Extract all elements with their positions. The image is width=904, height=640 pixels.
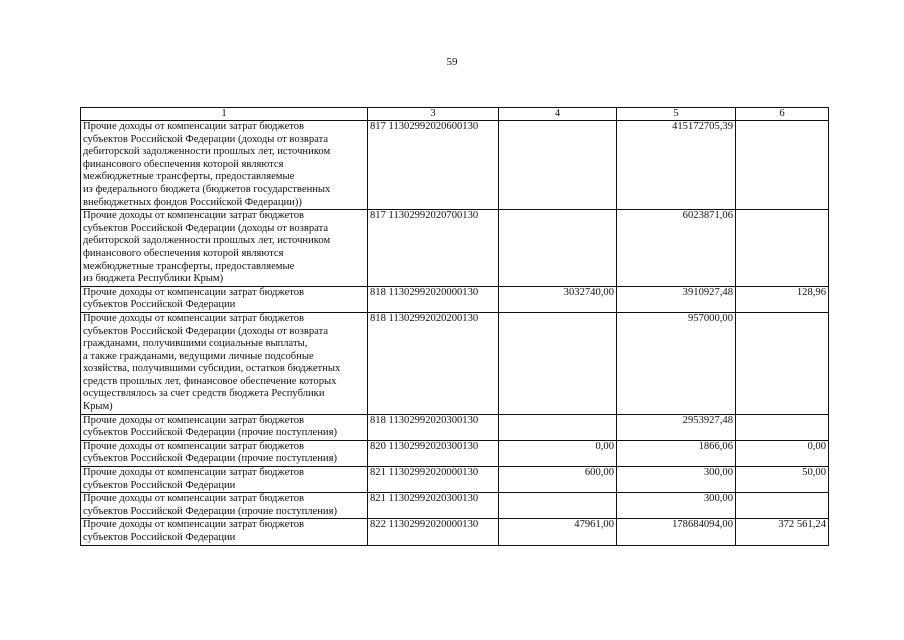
row-budget-code: 817 11302992020700130 bbox=[368, 210, 499, 287]
row-description: Прочие доходы от компенсации затрат бюджетов субъектов Российской Федерации bbox=[81, 519, 368, 545]
row-budget-code: 818 11302992020200130 bbox=[368, 312, 499, 414]
row-col-6-value bbox=[736, 493, 829, 519]
row-col-4-value bbox=[499, 493, 617, 519]
row-col-6-value: 128,96 bbox=[736, 286, 829, 312]
row-col-4-value: 3032740,00 bbox=[499, 286, 617, 312]
row-col-4-value: 0,00 bbox=[499, 440, 617, 466]
row-description: Прочие доходы от компенсации затрат бюджетов субъектов Российской Федерации bbox=[81, 286, 368, 312]
row-description: Прочие доходы от компенсации затрат бюджетов субъектов Российской Федерации (прочие поступления) bbox=[81, 414, 368, 440]
row-col-4-value bbox=[499, 121, 617, 210]
row-col-6-value bbox=[736, 312, 829, 414]
row-col-6-value: 0,00 bbox=[736, 440, 829, 466]
table-row bbox=[81, 210, 829, 287]
row-description: Прочие доходы от компенсации затрат бюджетов субъектов Российской Федерации (прочие поступления) bbox=[81, 440, 368, 466]
row-budget-code: 818 11302992020300130 bbox=[368, 414, 499, 440]
header-col-4: 4 bbox=[499, 108, 617, 121]
row-col-4-value: 47961,00 bbox=[499, 519, 617, 545]
table-row bbox=[81, 440, 829, 466]
table-row bbox=[81, 493, 829, 519]
row-col-5-value: 2953927,48 bbox=[617, 414, 736, 440]
table-row bbox=[81, 312, 829, 414]
row-col-4-value bbox=[499, 210, 617, 287]
row-col-6-value: 50,00 bbox=[736, 467, 829, 493]
header-col-6: 6 bbox=[736, 108, 829, 121]
row-col-5-value: 1866,06 bbox=[617, 440, 736, 466]
row-col-5-value: 6023871,06 bbox=[617, 210, 736, 287]
table-row bbox=[81, 467, 829, 493]
table-header-row bbox=[81, 108, 829, 121]
row-col-6-value bbox=[736, 121, 829, 210]
row-budget-code: 817 11302992020600130 bbox=[368, 121, 499, 210]
row-col-5-value: 178684094,00 bbox=[617, 519, 736, 545]
row-col-5-value: 300,00 bbox=[617, 493, 736, 519]
page-number: 59 bbox=[446, 56, 458, 68]
row-budget-code: 820 11302992020300130 bbox=[368, 440, 499, 466]
row-budget-code: 818 11302992020000130 bbox=[368, 286, 499, 312]
row-col-4-value bbox=[499, 414, 617, 440]
table-row bbox=[81, 286, 829, 312]
row-col-4-value bbox=[499, 312, 617, 414]
row-description: Прочие доходы от компенсации затрат бюджетов субъектов Российской Федерации (доходы от возврата дебиторской задолженности прошлых лет, источником финансового обеспечения которой являются межбюджетные трансферты, предоставляемые из бюджета Республики Крым) bbox=[81, 210, 368, 287]
row-budget-code: 821 11302992020000130 bbox=[368, 467, 499, 493]
table-row bbox=[81, 519, 829, 545]
header-col-5: 5 bbox=[617, 108, 736, 121]
header-col-3: 3 bbox=[368, 108, 499, 121]
row-col-5-value: 415172705,39 bbox=[617, 121, 736, 210]
row-col-4-value: 600,00 bbox=[499, 467, 617, 493]
row-description: Прочие доходы от компенсации затрат бюджетов субъектов Российской Федерации bbox=[81, 467, 368, 493]
row-col-5-value: 3910927,48 bbox=[617, 286, 736, 312]
row-col-5-value: 300,00 bbox=[617, 467, 736, 493]
row-description: Прочие доходы от компенсации затрат бюджетов субъектов Российской Федерации (прочие поступления) bbox=[81, 493, 368, 519]
table-row bbox=[81, 121, 829, 210]
budget-revenue-table bbox=[80, 107, 829, 546]
row-description: Прочие доходы от компенсации затрат бюджетов субъектов Российской Федерации (доходы от возврата дебиторской задолженности прошлых лет, источником финансового обеспечения которой являются межбюджетные трансферты, предоставляемые из федерального бюджета (бюджетов государственных внебюджетных фондов Российской Федерации)) bbox=[81, 121, 368, 210]
row-description: Прочие доходы от компенсации затрат бюджетов субъектов Российской Федерации (доходы от возврата гражданами, получившими социальные выплаты, а также гражданами, ведущими личные подсобные хозяйства, получившими субсидии, остатков бюджетных средств прошлых лет, финансовое обеспечение которых осуществлялось за счет средств бюджета Республики Крым) bbox=[81, 312, 368, 414]
row-budget-code: 821 11302992020300130 bbox=[368, 493, 499, 519]
row-col-6-value: 372 561,24 bbox=[736, 519, 829, 545]
row-budget-code: 822 11302992020000130 bbox=[368, 519, 499, 545]
table-row bbox=[81, 414, 829, 440]
row-col-5-value: 957000,00 bbox=[617, 312, 736, 414]
row-col-6-value bbox=[736, 414, 829, 440]
row-col-6-value bbox=[736, 210, 829, 287]
header-col-1: 1 bbox=[81, 108, 368, 121]
